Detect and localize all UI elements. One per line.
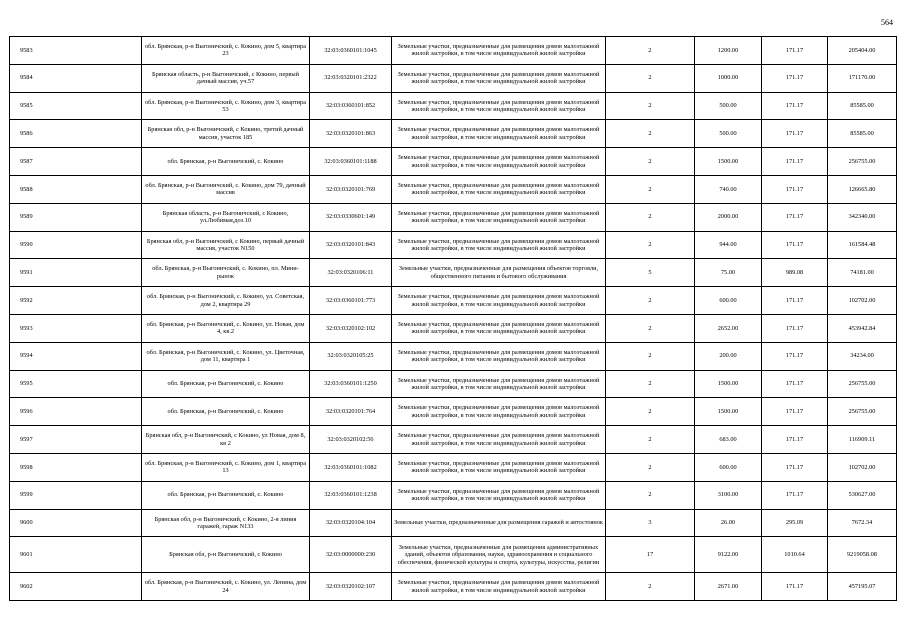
table-row [10,231,897,259]
land-use-cell: Земельные участки, предназначенные для размещения домов малоэтажной жилой застройки, в том числе индивидуальной жилой застройки [392,426,606,454]
group-cell: 2 [606,64,695,92]
address-cell: Брянская область, р-н Выгоничский, с Кокино, первый дачный массив, уч.57 [142,64,310,92]
cadastral-value-cell: 7672.34 [828,509,897,537]
address-cell: обл. Брянская, р-н Выгоничский, с. Кокино, ул. Советская, дом 2, квартира 29 [142,287,310,315]
group-cell: 5 [606,259,695,287]
area-cell: 26.00 [695,509,762,537]
area-cell: 75.00 [695,259,762,287]
address-cell: Брянская обл, р-н Выгоничский, с Кокино, 2-я линия гаражей, гараж N133 [142,509,310,537]
cadastral-value-cell: 342340.00 [828,203,897,231]
area-cell: 500.00 [695,92,762,120]
address-cell: обл. Брянская, р-н Выгоничский, с. Кокино [142,398,310,426]
cadastral-number-cell: 32:03:0360101:773 [310,287,392,315]
cadastral-registry-table [9,36,897,601]
cadastral-number-cell: 32:03:0000000:230 [310,537,392,573]
land-use-cell: Земельные участки, предназначенные для размещения домов малоэтажной жилой застройки, в том числе индивидуальной жилой застройки [392,175,606,203]
row-number: 9585 [10,92,142,120]
row-number: 9596 [10,398,142,426]
row-number: 9594 [10,342,142,370]
table-row [10,537,897,573]
cadastral-value-cell: 256755.00 [828,148,897,176]
land-use-cell: Земельные участки, предназначенные для размещения домов малоэтажной жилой застройки, в том числе индивидуальной жилой застройки [392,203,606,231]
address-cell: обл. Брянская, р-н Выгоничский, с. Кокино, ул. Ленина, дом 24 [142,573,310,601]
land-use-cell: Земельные участки, предназначенные для размещения административных зданий, объектов образования, науки, здравоохранения и социального обеспечения, физической культуры и спорта, культуры, искусства, религии [392,537,606,573]
address-cell: обл. Брянская, р-н Выгоничский, с. Кокино [142,370,310,398]
specific-value-cell: 1010.64 [762,537,828,573]
group-cell: 2 [606,398,695,426]
area-cell: 1500.00 [695,370,762,398]
area-cell: 2652.00 [695,314,762,342]
land-use-cell: Земельные участки, предназначенные для размещения домов малоэтажной жилой застройки, в том числе индивидуальной жилой застройки [392,64,606,92]
land-use-cell: Земельные участки, предназначенные для размещения объектов торговли, общественного питания и бытового обслуживания [392,259,606,287]
row-number: 9589 [10,203,142,231]
cadastral-number-cell: 32:03:0360101:852 [310,92,392,120]
cadastral-value-cell: 256755.00 [828,398,897,426]
address-cell: Брянская обл, р-н Выгоничский, с Кокино, третий дачный массив, участок 185 [142,120,310,148]
row-number: 9588 [10,175,142,203]
row-number: 9598 [10,453,142,481]
group-cell: 2 [606,287,695,315]
row-number: 9595 [10,370,142,398]
address-cell: обл. Брянская, р-н Выгоничский, с. Кокино, ул. Цветочная, дом 11, квартира 1 [142,342,310,370]
specific-value-cell: 171.17 [762,287,828,315]
area-cell: 1000.00 [695,64,762,92]
cadastral-value-cell: 102702.00 [828,287,897,315]
specific-value-cell: 171.17 [762,92,828,120]
area-cell: 740.00 [695,175,762,203]
specific-value-cell: 171.17 [762,573,828,601]
table-row [10,64,897,92]
specific-value-cell: 171.17 [762,426,828,454]
row-number: 9597 [10,426,142,454]
cadastral-number-cell: 32:03:0320101:863 [310,120,392,148]
row-number: 9599 [10,481,142,509]
table-row [10,342,897,370]
land-use-cell: Земельные участки, предназначенные для размещения домов малоэтажной жилой застройки, в том числе индивидуальной жилой застройки [392,37,606,65]
cadastral-number-cell: 32:03:0320101:769 [310,175,392,203]
group-cell: 2 [606,370,695,398]
table-row [10,314,897,342]
group-cell: 2 [606,573,695,601]
address-cell: Брянская обл, р-н Выгоничский, с Кокино [142,537,310,573]
area-cell: 2000.00 [695,203,762,231]
table-row [10,398,897,426]
group-cell: 2 [606,231,695,259]
area-cell: 600.00 [695,453,762,481]
table-row [10,481,897,509]
specific-value-cell: 171.17 [762,203,828,231]
address-cell: Брянская обл, р-н Выгоничский, с Кокино, ул Новая, дом 8, кв 2 [142,426,310,454]
row-number: 9584 [10,64,142,92]
specific-value-cell: 171.17 [762,120,828,148]
row-number: 9602 [10,573,142,601]
table-row [10,92,897,120]
cadastral-number-cell: 32:03:0320102:102 [310,314,392,342]
land-use-cell: Земельные участки, предназначенные для размещения домов малоэтажной жилой застройки, в том числе индивидуальной жилой застройки [392,314,606,342]
land-use-cell: Земельные участки, предназначенные для размещения домов малоэтажной жилой застройки, в том числе индивидуальной жилой застройки [392,92,606,120]
table-row [10,203,897,231]
area-cell: 683.00 [695,426,762,454]
cadastral-number-cell: 32:03:0320106:11 [310,259,392,287]
table-row [10,370,897,398]
address-cell: обл. Брянская, р-н Выгоничский, с. Кокино, ул. Новая, дом 4, кв.2 [142,314,310,342]
row-number: 9592 [10,287,142,315]
specific-value-cell: 171.17 [762,231,828,259]
cadastral-number-cell: 32:03:0320102:56 [310,426,392,454]
specific-value-cell: 171.17 [762,148,828,176]
group-cell: 2 [606,203,695,231]
table-row [10,120,897,148]
specific-value-cell: 171.17 [762,314,828,342]
cadastral-number-cell: 32:03:0360101:1188 [310,148,392,176]
area-cell: 1500.00 [695,398,762,426]
area-cell: 1500.00 [695,148,762,176]
cadastral-number-cell: 32:03:0360101:1045 [310,37,392,65]
group-cell: 2 [606,148,695,176]
group-cell: 2 [606,120,695,148]
specific-value-cell: 171.17 [762,370,828,398]
table-row [10,259,897,287]
group-cell: 2 [606,92,695,120]
address-cell: обл. Брянская, р-н Выгоничский, с. Кокино [142,148,310,176]
address-cell: Брянская обл, р-н Выгоничский, с Кокино, первый дачный массив, участок N150 [142,231,310,259]
cadastral-value-cell: 85585.00 [828,120,897,148]
specific-value-cell: 171.17 [762,481,828,509]
group-cell: 3 [606,509,695,537]
land-use-cell: Земельные участки, предназначенные для размещения домов малоэтажной жилой застройки, в том числе индивидуальной жилой застройки [392,481,606,509]
cadastral-number-cell: 32:03:0360101:1082 [310,453,392,481]
cadastral-value-cell: 126665.80 [828,175,897,203]
table-row [10,287,897,315]
row-number: 9583 [10,37,142,65]
area-cell: 9122.00 [695,537,762,573]
specific-value-cell: 295.09 [762,509,828,537]
area-cell: 3100.00 [695,481,762,509]
land-use-cell: Земельные участки, предназначенные для размещения домов малоэтажной жилой застройки, в том числе индивидуальной жилой застройки [392,231,606,259]
table-row [10,175,897,203]
specific-value-cell: 171.17 [762,398,828,426]
cadastral-value-cell: 530627.00 [828,481,897,509]
page-number: 564 [881,18,893,27]
group-cell: 2 [606,342,695,370]
specific-value-cell: 171.17 [762,64,828,92]
address-cell: обл. Брянская, р-н Выгоничский, с. Кокино, пл. Мини-рынок [142,259,310,287]
cadastral-number-cell: 32:03:0320101:764 [310,398,392,426]
address-cell: обл. Брянская, р-н Выгоничский, с. Кокино, дом 3, квартира 53 [142,92,310,120]
group-cell: 2 [606,481,695,509]
cadastral-value-cell: 161584.48 [828,231,897,259]
cadastral-number-cell: 32:03:0320104:104 [310,509,392,537]
area-cell: 500.00 [695,120,762,148]
area-cell: 600.00 [695,287,762,315]
group-cell: 2 [606,37,695,65]
area-cell: 1200.00 [695,37,762,65]
cadastral-number-cell: 32:03:0320105:25 [310,342,392,370]
land-use-cell: Земельные участки, предназначенные для размещения домов малоэтажной жилой застройки, в том числе индивидуальной жилой застройки [392,573,606,601]
address-cell: обл. Брянская, р-н Выгоничский, с. Кокино, дом 5, квартира 23 [142,37,310,65]
group-cell: 2 [606,453,695,481]
cadastral-value-cell: 74181.00 [828,259,897,287]
cadastral-value-cell: 102702.00 [828,453,897,481]
group-cell: 2 [606,175,695,203]
cadastral-value-cell: 34234.00 [828,342,897,370]
cadastral-value-cell: 85585.00 [828,92,897,120]
area-cell: 200.00 [695,342,762,370]
land-use-cell: Земельные участки, предназначенные для размещения домов малоэтажной жилой застройки, в том числе индивидуальной жилой застройки [392,120,606,148]
specific-value-cell: 989.08 [762,259,828,287]
row-number: 9601 [10,537,142,573]
specific-value-cell: 171.17 [762,453,828,481]
row-number: 9591 [10,259,142,287]
row-number: 9593 [10,314,142,342]
land-use-cell: Земельные участки, предназначенные для размещения домов малоэтажной жилой застройки, в том числе индивидуальной жилой застройки [392,453,606,481]
address-cell: обл. Брянская, р-н Выгоничский, с. Кокино, дом 79, дачный массив [142,175,310,203]
cadastral-value-cell: 116909.11 [828,426,897,454]
cadastral-value-cell: 256755.00 [828,370,897,398]
cadastral-number-cell: 32:03:0360101:1250 [310,370,392,398]
specific-value-cell: 171.17 [762,342,828,370]
table-row [10,453,897,481]
cadastral-number-cell: 32:03:0320101:843 [310,231,392,259]
table-row [10,37,897,65]
land-use-cell: Земельные участки, предназначенные для размещения домов малоэтажной жилой застройки, в том числе индивидуальной жилой застройки [392,342,606,370]
cadastral-number-cell: 32:03:0320102:107 [310,573,392,601]
table-row [10,573,897,601]
area-cell: 944.00 [695,231,762,259]
specific-value-cell: 171.17 [762,175,828,203]
table-row [10,148,897,176]
cadastral-value-cell: 457195.07 [828,573,897,601]
cadastral-value-cell: 453942.84 [828,314,897,342]
cadastral-number-cell: 32:03:0330601:149 [310,203,392,231]
land-use-cell: Земельные участки, предназначенные для размещения домов малоэтажной жилой застройки, в том числе индивидуальной жилой застройки [392,398,606,426]
table-row [10,426,897,454]
land-use-cell: Земельные участки, предназначенные для размещения домов малоэтажной жилой застройки, в том числе индивидуальной жилой застройки [392,370,606,398]
group-cell: 2 [606,426,695,454]
land-use-cell: Земельные участки, предназначенные для размещения домов малоэтажной жилой застройки, в том числе индивидуальной жилой застройки [392,287,606,315]
group-cell: 2 [606,314,695,342]
address-cell: обл. Брянская, р-н Выгоничский, с. Кокино [142,481,310,509]
land-use-cell: Земельные участки, предназначенные для размещения гаражей и автостоянок [392,509,606,537]
specific-value-cell: 171.17 [762,37,828,65]
area-cell: 2671.00 [695,573,762,601]
cadastral-number-cell: 32:03:0320101:2322 [310,64,392,92]
row-number: 9600 [10,509,142,537]
row-number: 9586 [10,120,142,148]
cadastral-number-cell: 32:03:0360101:1238 [310,481,392,509]
cadastral-value-cell: 205404.00 [828,37,897,65]
cadastral-value-cell: 9219058.08 [828,537,897,573]
row-number: 9587 [10,148,142,176]
row-number: 9590 [10,231,142,259]
table-row [10,509,897,537]
table-body [10,37,897,601]
address-cell: обл. Брянская, р-н Выгоничский, с. Кокино, дом 1, квартира 13 [142,453,310,481]
group-cell: 17 [606,537,695,573]
cadastral-value-cell: 171170.00 [828,64,897,92]
address-cell: Брянская область, р-н Выгоничский, с Кокино, ул.Любимая,доз.10 [142,203,310,231]
land-use-cell: Земельные участки, предназначенные для размещения домов малоэтажной жилой застройки, в том числе индивидуальной жилой застройки [392,148,606,176]
